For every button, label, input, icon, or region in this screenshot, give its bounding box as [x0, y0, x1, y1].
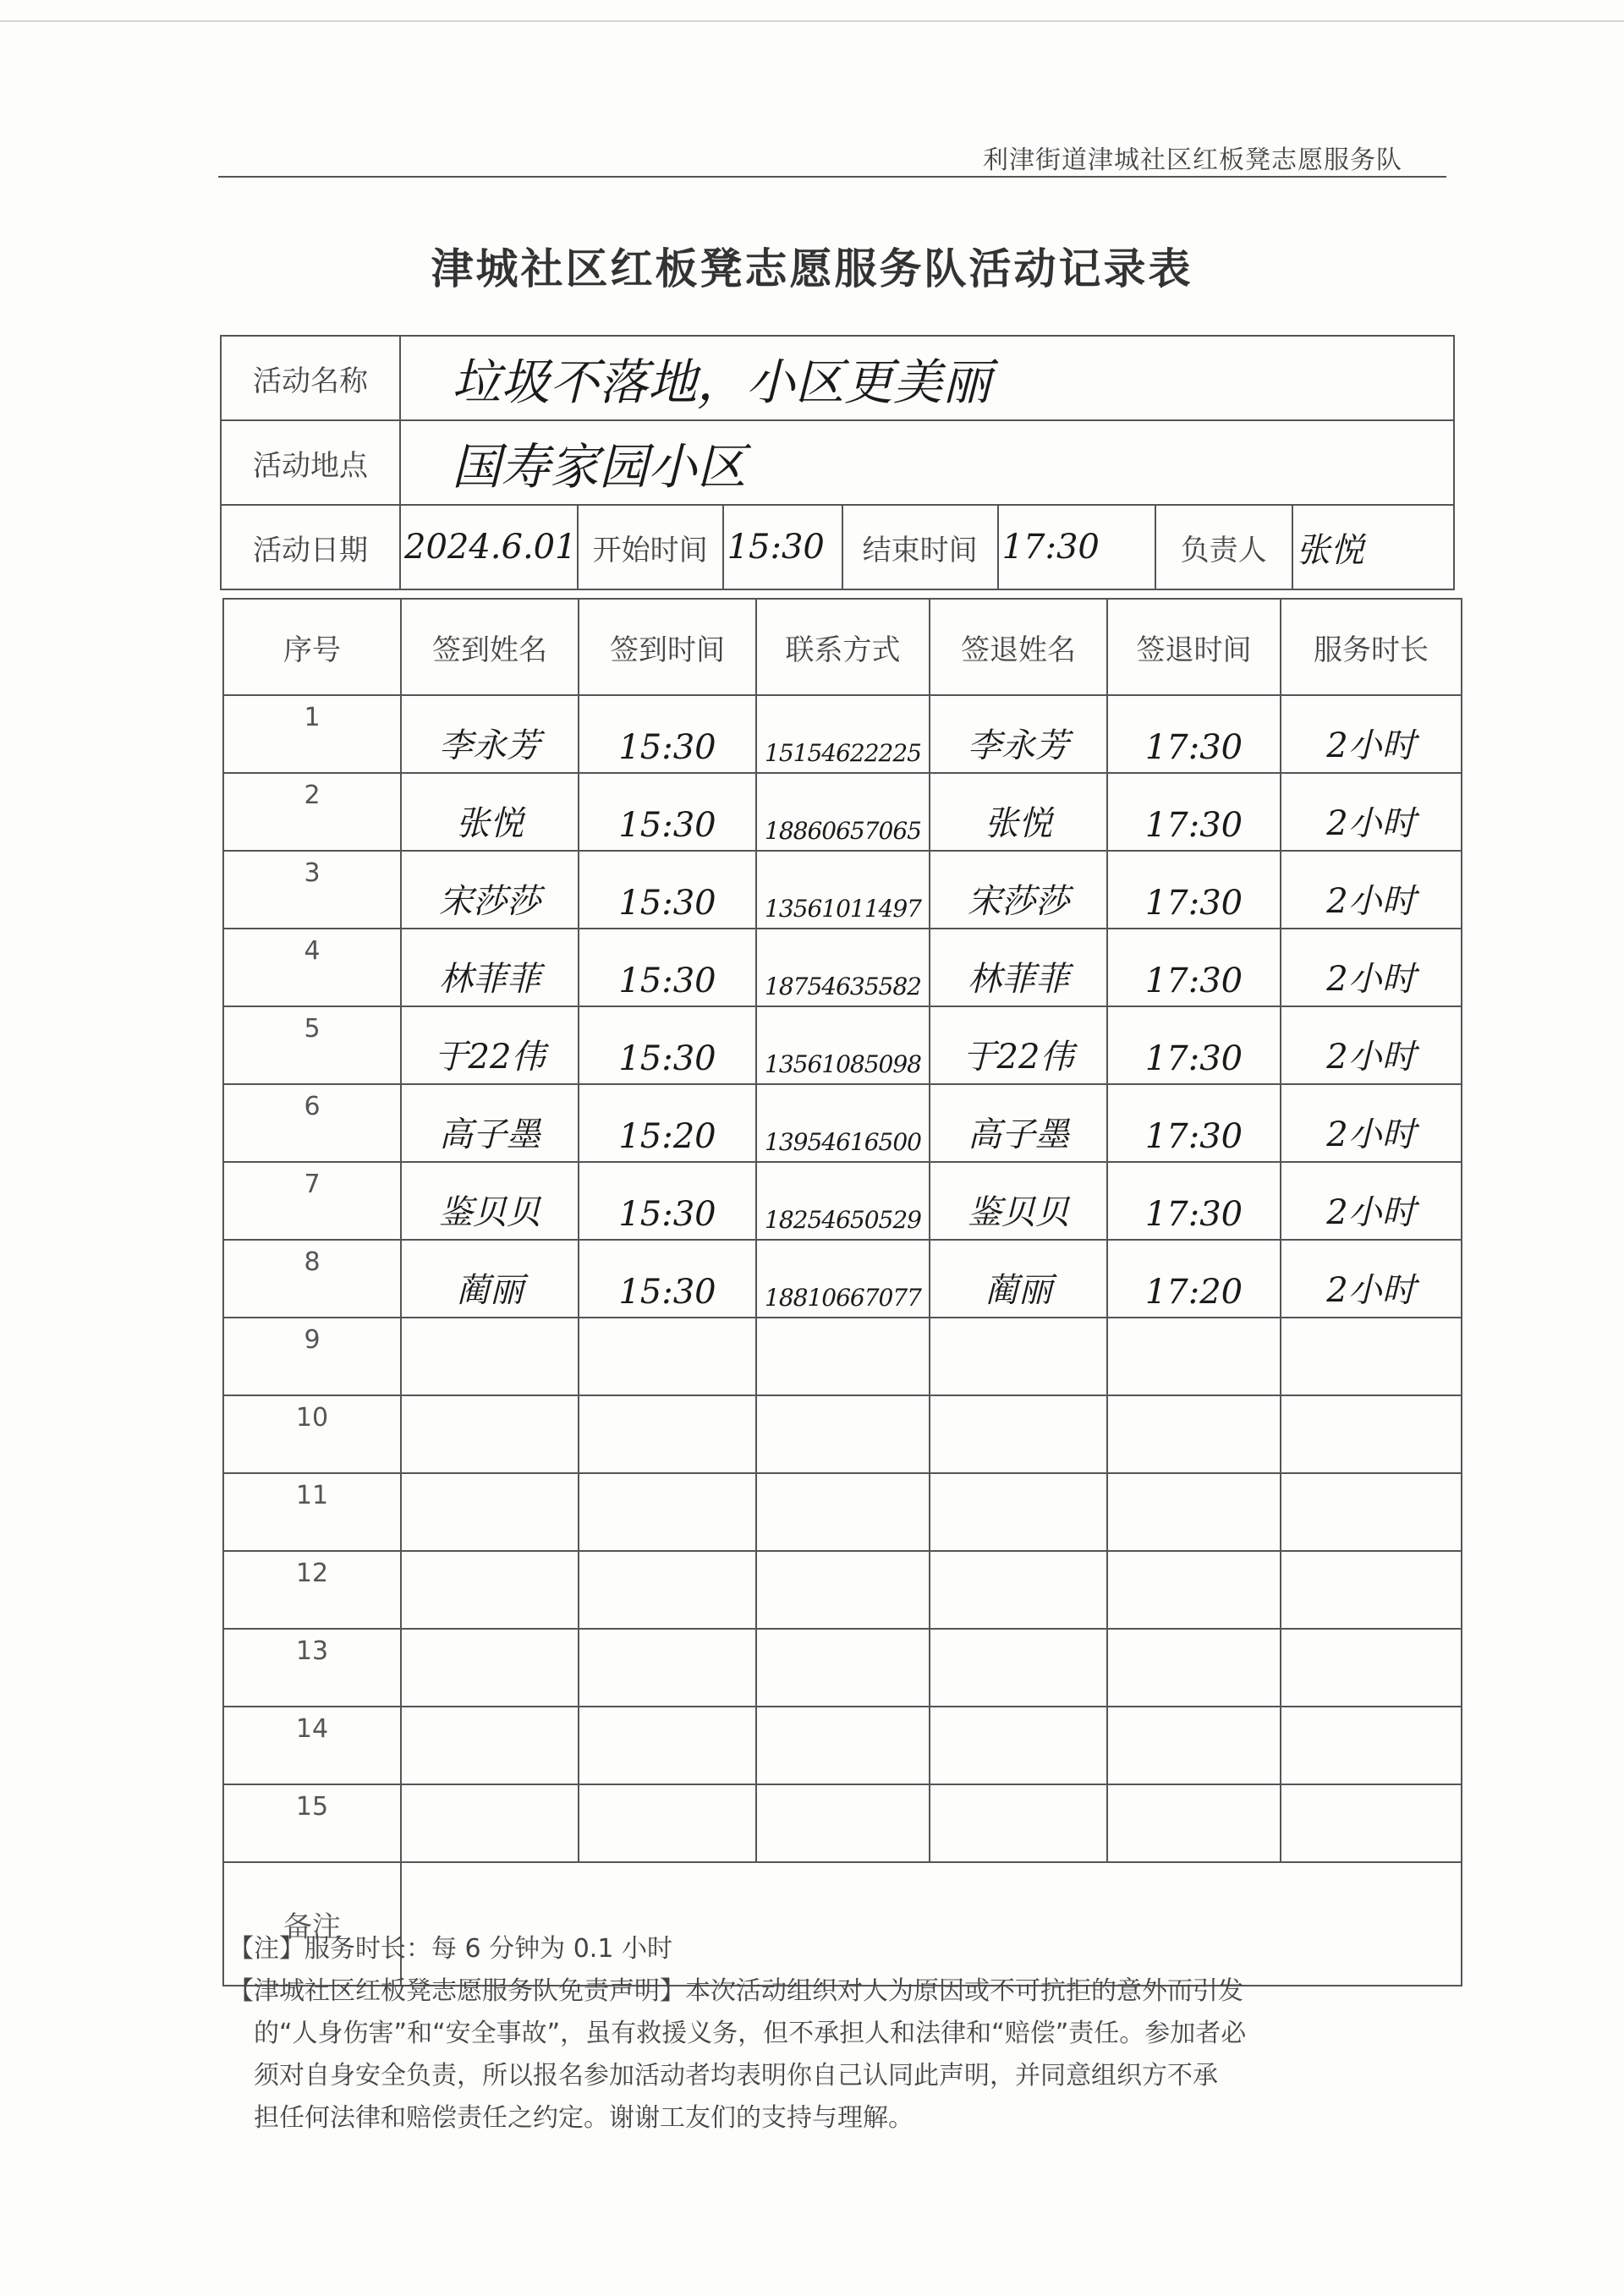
contact-cell	[756, 1395, 930, 1473]
signout-time-cell: 17:30	[1107, 1006, 1281, 1084]
activity-time-row	[221, 505, 1454, 589]
contact-cell: 18754635582	[756, 929, 930, 1006]
col-header-seq: 序号	[223, 599, 401, 695]
col-header-contact: 联系方式	[756, 599, 930, 695]
signin-time-cell	[579, 1473, 756, 1551]
attendance-row	[223, 929, 1462, 1006]
notes-section	[228, 1928, 1429, 2140]
attendance-row	[223, 1784, 1462, 1862]
seq-cell: 7	[223, 1162, 401, 1240]
signout-name-cell	[930, 1551, 1107, 1629]
signin-time-cell	[579, 1707, 756, 1784]
signout-name-cell: 于22伟	[930, 1006, 1107, 1084]
signin-name-cell	[401, 1395, 579, 1473]
remark-label: 备注	[223, 1862, 401, 1986]
signout-time-cell	[1107, 1395, 1281, 1473]
attendance-row	[223, 1707, 1462, 1784]
seq-cell: 13	[223, 1629, 401, 1707]
seq-cell: 3	[223, 851, 401, 929]
signin-time-cell: 15:30	[579, 929, 756, 1006]
signin-time-cell: 15:20	[579, 1084, 756, 1162]
signout-name-cell: 林菲菲	[930, 929, 1107, 1006]
disclaimer-line-1: 【津城社区红板凳志愿服务队免责声明】本次活动组织对人为原因或不可抗拒的意外而引发	[228, 1976, 1243, 2006]
service-hours-cell	[1281, 1318, 1462, 1395]
signout-name-cell: 张悦	[930, 773, 1107, 851]
organization-name: 利津街道津城社区红板凳志愿服务队	[983, 145, 1402, 175]
col-header-signout-time: 签退时间	[1107, 599, 1281, 695]
signout-name-cell	[930, 1707, 1107, 1784]
signout-name-cell	[930, 1473, 1107, 1551]
signin-time-cell: 15:30	[579, 1240, 756, 1318]
activity-place-value: 国寿家园小区	[400, 420, 1454, 505]
signout-time-cell	[1107, 1473, 1281, 1551]
service-hours-cell: 2小时	[1281, 1006, 1462, 1084]
activity-name-row	[221, 336, 1454, 420]
signout-name-cell	[930, 1318, 1107, 1395]
contact-cell: 13561085098	[756, 1006, 930, 1084]
seq-cell: 15	[223, 1784, 401, 1862]
seq-cell: 2	[223, 773, 401, 851]
attendance-row	[223, 1551, 1462, 1629]
signout-time-cell: 17:30	[1107, 695, 1281, 773]
signin-name-cell: 宋莎莎	[401, 851, 579, 929]
leader-value: 张悦	[1292, 505, 1454, 589]
contact-cell: 15154622225	[756, 695, 930, 773]
attendance-row	[223, 1240, 1462, 1318]
disclaimer-line-2: 的“人身伤害”和“安全事故”，虽有救援义务，但不承担人和法律和“赔偿”责任。参加者必	[254, 2019, 1247, 2048]
signin-time-cell: 15:30	[579, 695, 756, 773]
signout-name-cell: 鉴贝贝	[930, 1162, 1107, 1240]
signout-time-cell	[1107, 1707, 1281, 1784]
signin-name-cell: 蔺丽	[401, 1240, 579, 1318]
signin-time-cell: 15:30	[579, 1006, 756, 1084]
attendance-row	[223, 695, 1462, 773]
signout-time-cell: 17:20	[1107, 1240, 1281, 1318]
signout-time-cell	[1107, 1551, 1281, 1629]
start-time-label: 开始时间	[578, 505, 723, 589]
activity-name-value: 垃圾不落地，小区更美丽	[400, 336, 1454, 420]
contact-cell: 13561011497	[756, 851, 930, 929]
signin-time-cell: 15:30	[579, 1162, 756, 1240]
signout-name-cell: 高子墨	[930, 1084, 1107, 1162]
signout-name-cell: 李永芳	[930, 695, 1107, 773]
seq-cell: 8	[223, 1240, 401, 1318]
signin-time-cell	[579, 1784, 756, 1862]
service-hours-cell	[1281, 1551, 1462, 1629]
signout-name-cell: 蔺丽	[930, 1240, 1107, 1318]
end-time-label: 结束时间	[842, 505, 998, 589]
attendance-row	[223, 1473, 1462, 1551]
contact-cell	[756, 1784, 930, 1862]
signin-name-cell: 张悦	[401, 773, 579, 851]
col-header-signout-name: 签退姓名	[930, 599, 1107, 695]
seq-cell: 12	[223, 1551, 401, 1629]
contact-cell	[756, 1629, 930, 1707]
signin-name-cell: 林菲菲	[401, 929, 579, 1006]
disclaimer-line-3: 须对自身安全负责，所以报名参加活动者均表明你自己认同此声明，并同意组织方不承	[254, 2061, 1218, 2091]
signout-time-cell: 17:30	[1107, 851, 1281, 929]
service-hours-cell: 2小时	[1281, 695, 1462, 773]
signout-time-cell: 17:30	[1107, 929, 1281, 1006]
attendance-table	[222, 598, 1462, 1986]
leader-label: 负责人	[1155, 505, 1292, 589]
signout-name-cell	[930, 1784, 1107, 1862]
signin-time-cell: 15:30	[579, 851, 756, 929]
scan-top-edge	[0, 20, 1624, 22]
end-time-value: 17:30	[998, 505, 1155, 589]
activity-info-table	[220, 335, 1455, 590]
service-hours-cell: 2小时	[1281, 929, 1462, 1006]
contact-cell	[756, 1707, 930, 1784]
attendance-row	[223, 1162, 1462, 1240]
attendance-row	[223, 1318, 1462, 1395]
seq-cell: 11	[223, 1473, 401, 1551]
signin-name-cell	[401, 1551, 579, 1629]
signout-time-cell	[1107, 1629, 1281, 1707]
attendance-row	[223, 851, 1462, 929]
signin-name-cell	[401, 1707, 579, 1784]
page-header	[218, 135, 1446, 178]
col-header-signin-name: 签到姓名	[401, 599, 579, 695]
contact-cell: 18254650529	[756, 1162, 930, 1240]
signout-name-cell: 宋莎莎	[930, 851, 1107, 929]
start-time-value: 15:30	[723, 505, 842, 589]
attendance-row	[223, 773, 1462, 851]
document-title: 津城社区红板凳志愿服务队活动记录表	[431, 244, 1193, 293]
activity-name-label: 活动名称	[221, 336, 400, 420]
contact-cell: 18810667077	[756, 1240, 930, 1318]
signin-name-cell: 李永芳	[401, 695, 579, 773]
contact-cell	[756, 1318, 930, 1395]
signin-name-cell	[401, 1629, 579, 1707]
signin-time-cell: 15:30	[579, 773, 756, 851]
attendance-body	[223, 695, 1462, 1862]
signout-time-cell	[1107, 1318, 1281, 1395]
signin-time-cell	[579, 1629, 756, 1707]
attendance-row	[223, 1395, 1462, 1473]
col-header-signin-time: 签到时间	[579, 599, 756, 695]
attendance-row	[223, 1629, 1462, 1707]
seq-cell: 9	[223, 1318, 401, 1395]
signin-name-cell: 鉴贝贝	[401, 1162, 579, 1240]
signout-time-cell	[1107, 1784, 1281, 1862]
signout-time-cell: 17:30	[1107, 1084, 1281, 1162]
activity-date-value: 2024.6.01	[400, 505, 578, 589]
signin-name-cell	[401, 1318, 579, 1395]
service-hours-cell: 2小时	[1281, 773, 1462, 851]
activity-date-label: 活动日期	[221, 505, 400, 589]
attendance-row	[223, 1006, 1462, 1084]
seq-cell: 14	[223, 1707, 401, 1784]
service-hours-cell	[1281, 1629, 1462, 1707]
service-hours-cell	[1281, 1707, 1462, 1784]
seq-cell: 6	[223, 1084, 401, 1162]
signout-name-cell	[930, 1629, 1107, 1707]
contact-cell	[756, 1551, 930, 1629]
signout-name-cell	[930, 1395, 1107, 1473]
signin-name-cell: 高子墨	[401, 1084, 579, 1162]
attendance-row	[223, 1084, 1462, 1162]
attendance-header-row	[223, 599, 1462, 695]
contact-cell	[756, 1473, 930, 1551]
signin-name-cell: 于22伟	[401, 1006, 579, 1084]
signin-time-cell	[579, 1318, 756, 1395]
disclaimer-line-4: 担任何法律和赔偿责任之约定。谢谢工友们的支持与理解。	[254, 2103, 914, 2133]
signout-time-cell: 17:30	[1107, 773, 1281, 851]
signin-name-cell	[401, 1784, 579, 1862]
seq-cell: 1	[223, 695, 401, 773]
seq-cell: 5	[223, 1006, 401, 1084]
service-hours-cell	[1281, 1473, 1462, 1551]
service-hours-cell	[1281, 1395, 1462, 1473]
seq-cell: 4	[223, 929, 401, 1006]
service-hours-cell: 2小时	[1281, 1240, 1462, 1318]
contact-cell: 18860657065	[756, 773, 930, 851]
service-hours-cell	[1281, 1784, 1462, 1862]
col-header-service-hours: 服务时长	[1281, 599, 1462, 695]
service-hours-note: 【注】服务时长：每 6 分钟为 0.1 小时	[228, 1934, 672, 1964]
signin-time-cell	[579, 1551, 756, 1629]
service-hours-cell: 2小时	[1281, 851, 1462, 929]
signout-time-cell: 17:30	[1107, 1162, 1281, 1240]
signin-name-cell	[401, 1473, 579, 1551]
service-hours-cell: 2小时	[1281, 1084, 1462, 1162]
activity-place-label: 活动地点	[221, 420, 400, 505]
service-hours-cell: 2小时	[1281, 1162, 1462, 1240]
signin-time-cell	[579, 1395, 756, 1473]
activity-place-row	[221, 420, 1454, 505]
seq-cell: 10	[223, 1395, 401, 1473]
contact-cell: 13954616500	[756, 1084, 930, 1162]
